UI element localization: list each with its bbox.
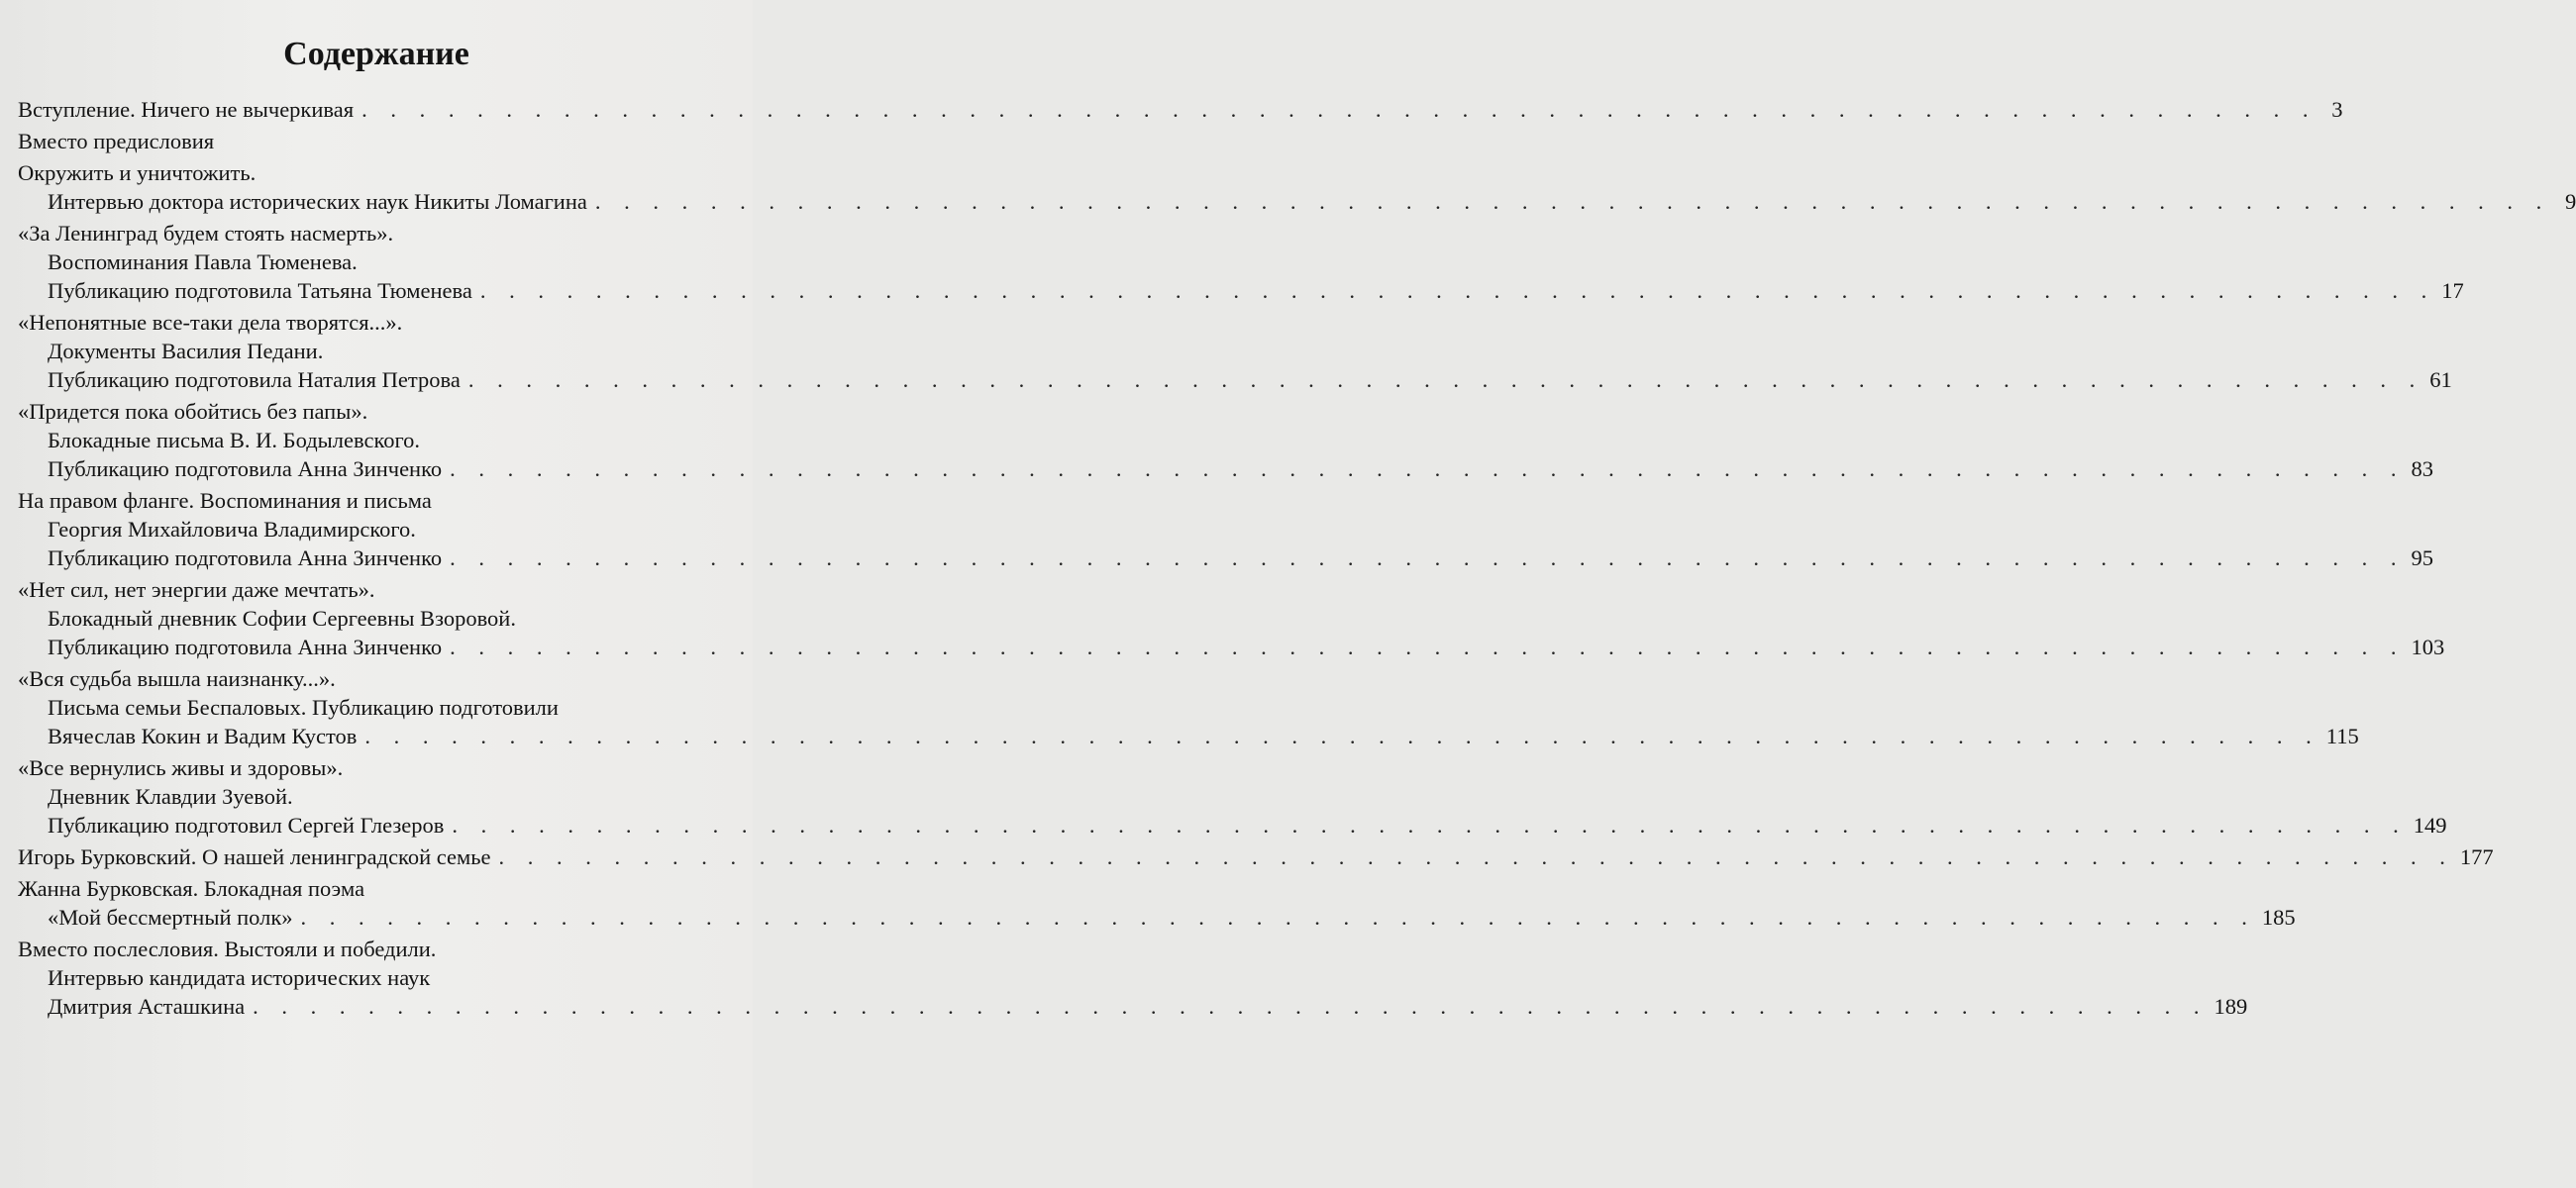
toc-leader-dots [301, 903, 2256, 932]
toc-entry-text: Публикацию подготовил Сергей Глезеров [48, 813, 445, 838]
toc-leader-dots [595, 187, 2550, 216]
toc-entry-line [18, 544, 2434, 572]
toc-page-number: 95 [2411, 545, 2434, 570]
toc-entry-line [18, 604, 723, 633]
toc-page-number: 189 [2214, 994, 2248, 1019]
toc-entry-text: Интервью кандидата исторических наук [48, 965, 431, 990]
toc-entry-line [18, 276, 2464, 305]
toc-entry-line [18, 158, 723, 187]
toc-page-number: 103 [2411, 635, 2445, 659]
toc-entry-line [18, 935, 723, 963]
toc-leader-dots [480, 276, 2435, 305]
toc-entry-line [18, 722, 2359, 750]
toc-entry-line [18, 693, 723, 722]
toc-entry-text: «Придется пока обойтись без папы». [18, 399, 368, 424]
toc-entry [18, 95, 2343, 124]
toc-entry [18, 397, 2434, 483]
toc-entry-line [18, 95, 2343, 124]
toc-entry-text: Блокадный дневник Софии Сергеевны Взоровой. [48, 606, 516, 631]
toc-entry-text: Воспоминания Павла Тюменева. [48, 249, 358, 274]
toc-entry-text: Интервью доктора исторических наук Никиты Ломагина [48, 189, 587, 214]
toc-page-number: 177 [2459, 844, 2494, 869]
toc-entry-text: Документы Василия Педани. [48, 339, 324, 363]
toc-entry-line [18, 486, 723, 515]
toc-entry-line [18, 308, 723, 337]
toc-entry [18, 935, 2248, 1021]
toc-entry-line [18, 187, 2576, 216]
toc-page-number: 3 [2331, 97, 2343, 122]
toc-leader-dots [253, 992, 2208, 1021]
toc-entry-text: Вячеслав Кокин и Вадим Кустов [48, 724, 358, 748]
toc-entry-text: «Непонятные все-таки дела творятся...». [18, 310, 403, 335]
toc-entry [18, 874, 2296, 932]
toc-entry-line [18, 903, 2296, 932]
toc-leader-dots [450, 454, 2405, 483]
toc-page-number: 17 [2441, 278, 2464, 303]
toc-page-number: 149 [2413, 813, 2447, 838]
toc-leader-dots [468, 365, 2423, 394]
toc-entry-line [18, 874, 723, 903]
toc-leader-dots [450, 544, 2405, 572]
toc-leader-dots [364, 722, 2319, 750]
toc-entry-line [18, 515, 723, 544]
toc-entry-text: Дмитрия Асташкина [48, 994, 246, 1019]
toc-entry-text: На правом фланге. Воспоминания и письма [18, 488, 432, 513]
toc-entry [18, 158, 2576, 216]
toc-entry-line [18, 365, 2452, 394]
toc-entry-line [18, 575, 723, 604]
toc-page-number: 61 [2429, 367, 2452, 392]
toc-entry [18, 664, 2359, 750]
toc-entry-line [18, 633, 2445, 661]
toc-leader-dots [361, 95, 2317, 124]
toc-page-number: 185 [2261, 905, 2296, 930]
toc-entry-line [18, 842, 2494, 871]
toc-entry-text: Окружить и уничтожить. [18, 160, 257, 185]
toc-entry-line [18, 219, 723, 248]
toc-entry-text: «За Ленинград будем стоять насмерть». [18, 221, 394, 246]
toc-entry-text: «Все вернулись живы и здоровы». [18, 755, 344, 780]
toc-entry-text: Вместо послесловия. Выстояли и победили. [18, 937, 437, 961]
toc-entry-line [18, 248, 723, 276]
toc-entry [18, 575, 2445, 661]
toc-entry-text: Публикацию подготовила Анна Зинченко [48, 545, 443, 570]
toc-entry-line [18, 337, 723, 365]
toc-entry [18, 127, 723, 155]
toc-entry-line [18, 753, 723, 782]
toc-entry [18, 753, 2447, 840]
toc-page-number: 9 [2565, 189, 2576, 214]
page-title: Содержание [283, 36, 469, 72]
toc-entry-text: Публикацию подготовила Татьяна Тюменева [48, 278, 472, 303]
toc-entry-text: Публикацию подготовила Анна Зинченко [48, 635, 443, 659]
toc-entry-text: Публикацию подготовила Наталия Петрова [48, 367, 461, 392]
toc-page-number: 115 [2325, 724, 2359, 748]
toc-entry-text: «Мой бессмертный полк» [48, 905, 293, 930]
toc-entry-line [18, 454, 2434, 483]
toc-entry-line [18, 426, 723, 454]
toc-leader-dots [452, 811, 2407, 840]
toc-entry [18, 308, 2452, 394]
toc-entry-text: Письма семьи Беспаловых. Публикацию подготовили [48, 695, 559, 720]
toc-entry-line [18, 963, 723, 992]
toc-page-number: 83 [2411, 456, 2434, 481]
toc-entry [18, 486, 2434, 572]
toc-entry-text: Дневник Клавдии Зуевой. [48, 784, 293, 809]
toc-entry [18, 842, 2494, 871]
toc-entry-line [18, 782, 723, 811]
toc-entry-text: «Вся судьба вышла наизнанку...». [18, 666, 336, 691]
toc-entry-text: Игорь Бурковский. О нашей ленинградской семье [18, 844, 491, 869]
toc-entry-line [18, 811, 2447, 840]
toc-entry-line [18, 992, 2248, 1021]
toc-entry-text: «Нет сил, нет энергии даже мечтать». [18, 577, 375, 602]
toc-entry-text: Вместо предисловия [18, 129, 215, 153]
toc-entry-text: Публикацию подготовила Анна Зинченко [48, 456, 443, 481]
toc-leader-dots [499, 842, 2454, 871]
toc-entry-line [18, 664, 723, 693]
toc-leader-dots [450, 633, 2405, 661]
toc-entry-text: Блокадные письма В. И. Бодылевского. [48, 428, 421, 452]
toc-entry-text: Вступление. Ничего не вычеркивая [18, 97, 355, 122]
toc-entry-line [18, 397, 723, 426]
table-of-contents [18, 95, 2576, 1024]
toc-entry-text: Жанна Бурковская. Блокадная поэма [18, 876, 365, 901]
toc-entry [18, 219, 2464, 305]
toc-entry-text: Георгия Михайловича Владимирского. [48, 517, 416, 542]
toc-entry-line [18, 127, 723, 155]
